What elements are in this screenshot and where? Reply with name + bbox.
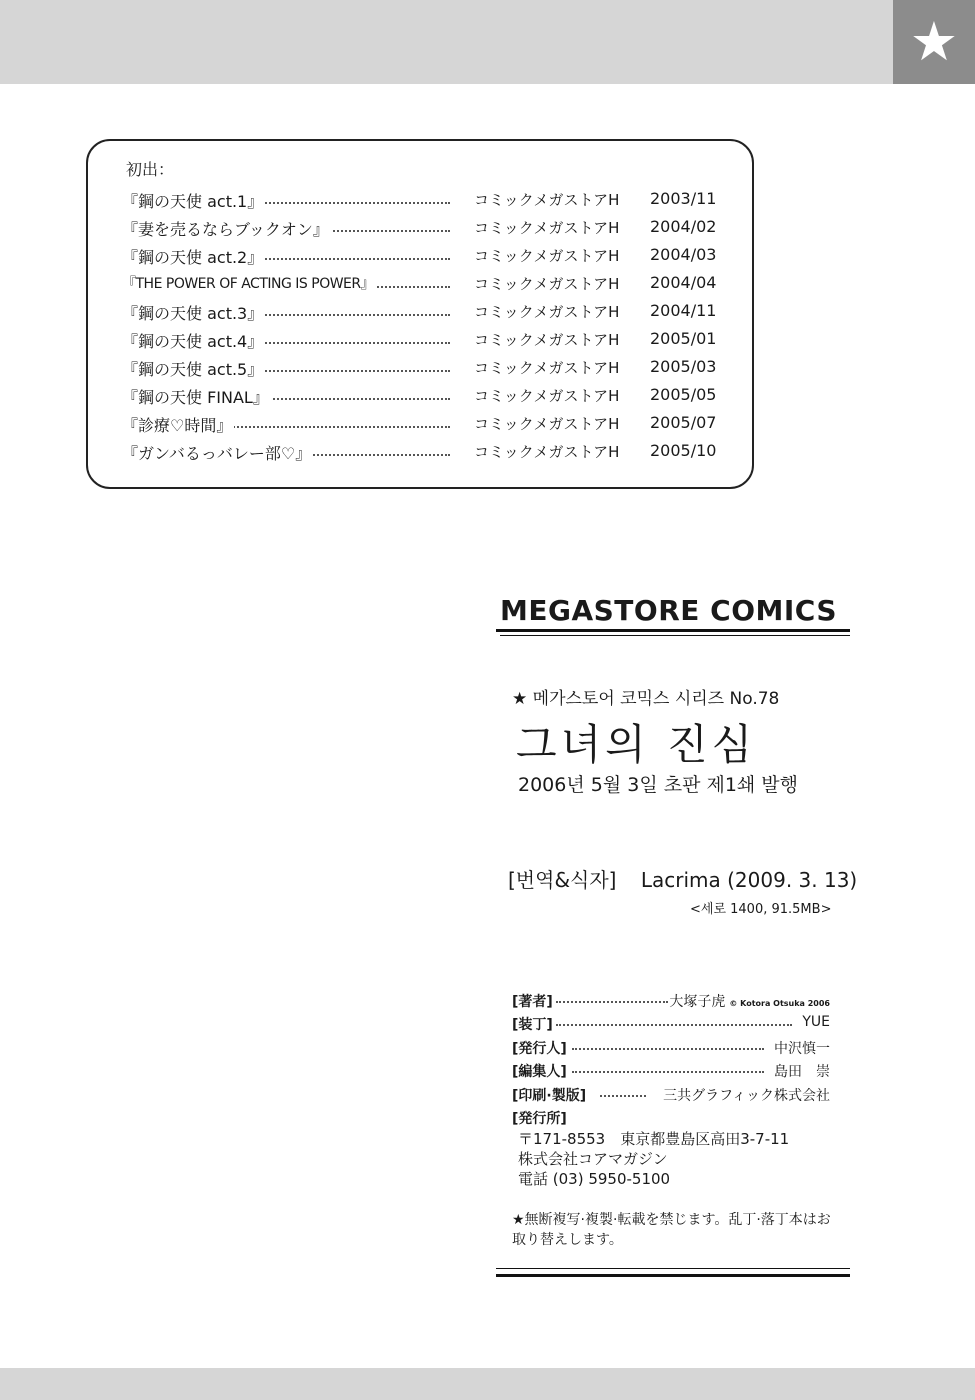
editor-value: 島田 崇	[774, 1064, 830, 1080]
publisher-label: [発行人]	[512, 1038, 567, 1058]
colophon-design-row	[512, 1014, 830, 1034]
printing-value: 三共グラフィック株式会社	[663, 1088, 830, 1104]
brand-rule-thick	[496, 629, 850, 632]
office-address: 〒171-8553 東京都豊島区高田3-7-11	[518, 1130, 790, 1148]
bottom-gray-band	[0, 1368, 975, 1400]
star-icon: ★	[909, 10, 959, 73]
credit-row	[122, 273, 742, 295]
credit-row	[122, 189, 742, 211]
leader-dots	[600, 1095, 646, 1097]
credit-date: 2004/04	[650, 273, 717, 292]
publication-date: 2006년 5월 3일 초판 제1쇄 발행	[518, 774, 799, 796]
credit-date: 2004/02	[650, 217, 717, 236]
credit-date: 2004/11	[650, 301, 717, 320]
credit-row	[122, 329, 742, 351]
editor-label: [編集人]	[512, 1061, 567, 1081]
credit-title: 『鋼の天使 act.2』	[122, 245, 265, 268]
credit-row	[122, 301, 742, 323]
translator-name: Lacrima (2009. 3. 13)	[640, 868, 858, 892]
brand-rule-thin	[500, 635, 850, 636]
author-copyright: © Kotora Otsuka 2006	[729, 999, 830, 1008]
credit-row	[122, 385, 742, 407]
footer-rule-thin	[496, 1268, 850, 1269]
credit-magazine: コミックメガストアH	[474, 443, 620, 461]
credit-magazine: コミックメガストアH	[474, 331, 620, 349]
credit-row	[122, 413, 742, 435]
credit-magazine: コミックメガストアH	[474, 219, 620, 237]
colophon-printing-row	[512, 1085, 830, 1105]
printing-label: [印刷·製版]	[512, 1085, 586, 1105]
credit-magazine: コミックメガストアH	[474, 275, 620, 293]
credit-date: 2005/05	[650, 385, 717, 404]
office-label: [発行所]	[512, 1108, 567, 1128]
credit-title: 『ガンバるっバレー部♡』	[122, 441, 313, 464]
credit-title: 『THE POWER OF ACTING IS POWER』	[122, 273, 376, 293]
credit-date: 2005/07	[650, 413, 717, 432]
credit-magazine: コミックメガストアH	[474, 247, 620, 265]
first-appearance-box	[86, 139, 754, 489]
credit-date: 2005/03	[650, 357, 717, 376]
credit-magazine: コミックメガストアH	[474, 387, 620, 405]
colophon-editor-row	[512, 1061, 830, 1081]
colophon-author-row	[512, 991, 830, 1011]
first-appearance-heading: 初出：	[126, 160, 175, 179]
colophon-office-row	[512, 1108, 830, 1128]
credit-title: 『鋼の天使 act.4』	[122, 329, 265, 352]
credit-row	[122, 217, 742, 239]
credit-title: 『妻を売るならブックオン』	[122, 217, 331, 240]
leader-dots	[572, 1048, 764, 1050]
credit-row	[122, 357, 742, 379]
office-phone: 電話 (03) 5950-5100	[518, 1170, 671, 1188]
translator-label: [번역&식자]	[508, 868, 617, 892]
author-name: 大塚子虎	[669, 994, 726, 1010]
leader-dots	[556, 1001, 668, 1003]
footer-rule-thick	[496, 1274, 850, 1277]
colophon-publisher-row	[512, 1038, 830, 1058]
credit-magazine: コミックメガストアH	[474, 303, 620, 321]
credit-date: 2004/03	[650, 245, 717, 264]
leader-dots	[572, 1071, 764, 1073]
office-company: 株式会社コアマガジン	[518, 1150, 668, 1168]
scan-spec: <세로 1400, 91.5MB>	[690, 902, 832, 917]
book-title: 그녀의 진심	[516, 720, 757, 769]
publisher-brand: MEGASTORE COMICS	[500, 594, 838, 627]
leader-dots	[556, 1024, 792, 1026]
credit-title: 『鋼の天使 act.5』	[122, 357, 265, 380]
credit-title: 『鋼の天使 act.3』	[122, 301, 265, 324]
credit-title: 『鋼の天使 act.1』	[122, 189, 265, 212]
translator-credit	[508, 864, 857, 893]
credit-date: 2005/10	[650, 441, 717, 460]
credit-row	[122, 441, 742, 463]
credit-date: 2003/11	[650, 189, 717, 208]
corner-star-box	[893, 0, 975, 84]
top-gray-band	[0, 0, 893, 84]
credit-magazine: コミックメガストアH	[474, 415, 620, 433]
credit-title: 『診療♡時間』	[122, 413, 234, 436]
author-value	[669, 991, 830, 1011]
author-label: [著者]	[512, 991, 553, 1011]
credit-title: 『鋼の天使 FINAL』	[122, 385, 271, 408]
credit-row	[122, 245, 742, 267]
credit-magazine: コミックメガストアH	[474, 359, 620, 377]
design-value: YUE	[802, 1014, 830, 1030]
publisher-value: 中沢慎一	[774, 1041, 830, 1057]
series-line: ★ 메가스토어 코믹스 시리즈 No.78	[512, 689, 780, 709]
design-label: [装丁]	[512, 1014, 553, 1034]
copyright-notice: ★無断複写·複製·転載を禁じます。乱丁·落丁本はお取り替えします。	[512, 1212, 831, 1248]
credit-date: 2005/01	[650, 329, 717, 348]
credit-magazine: コミックメガストアH	[474, 191, 620, 209]
